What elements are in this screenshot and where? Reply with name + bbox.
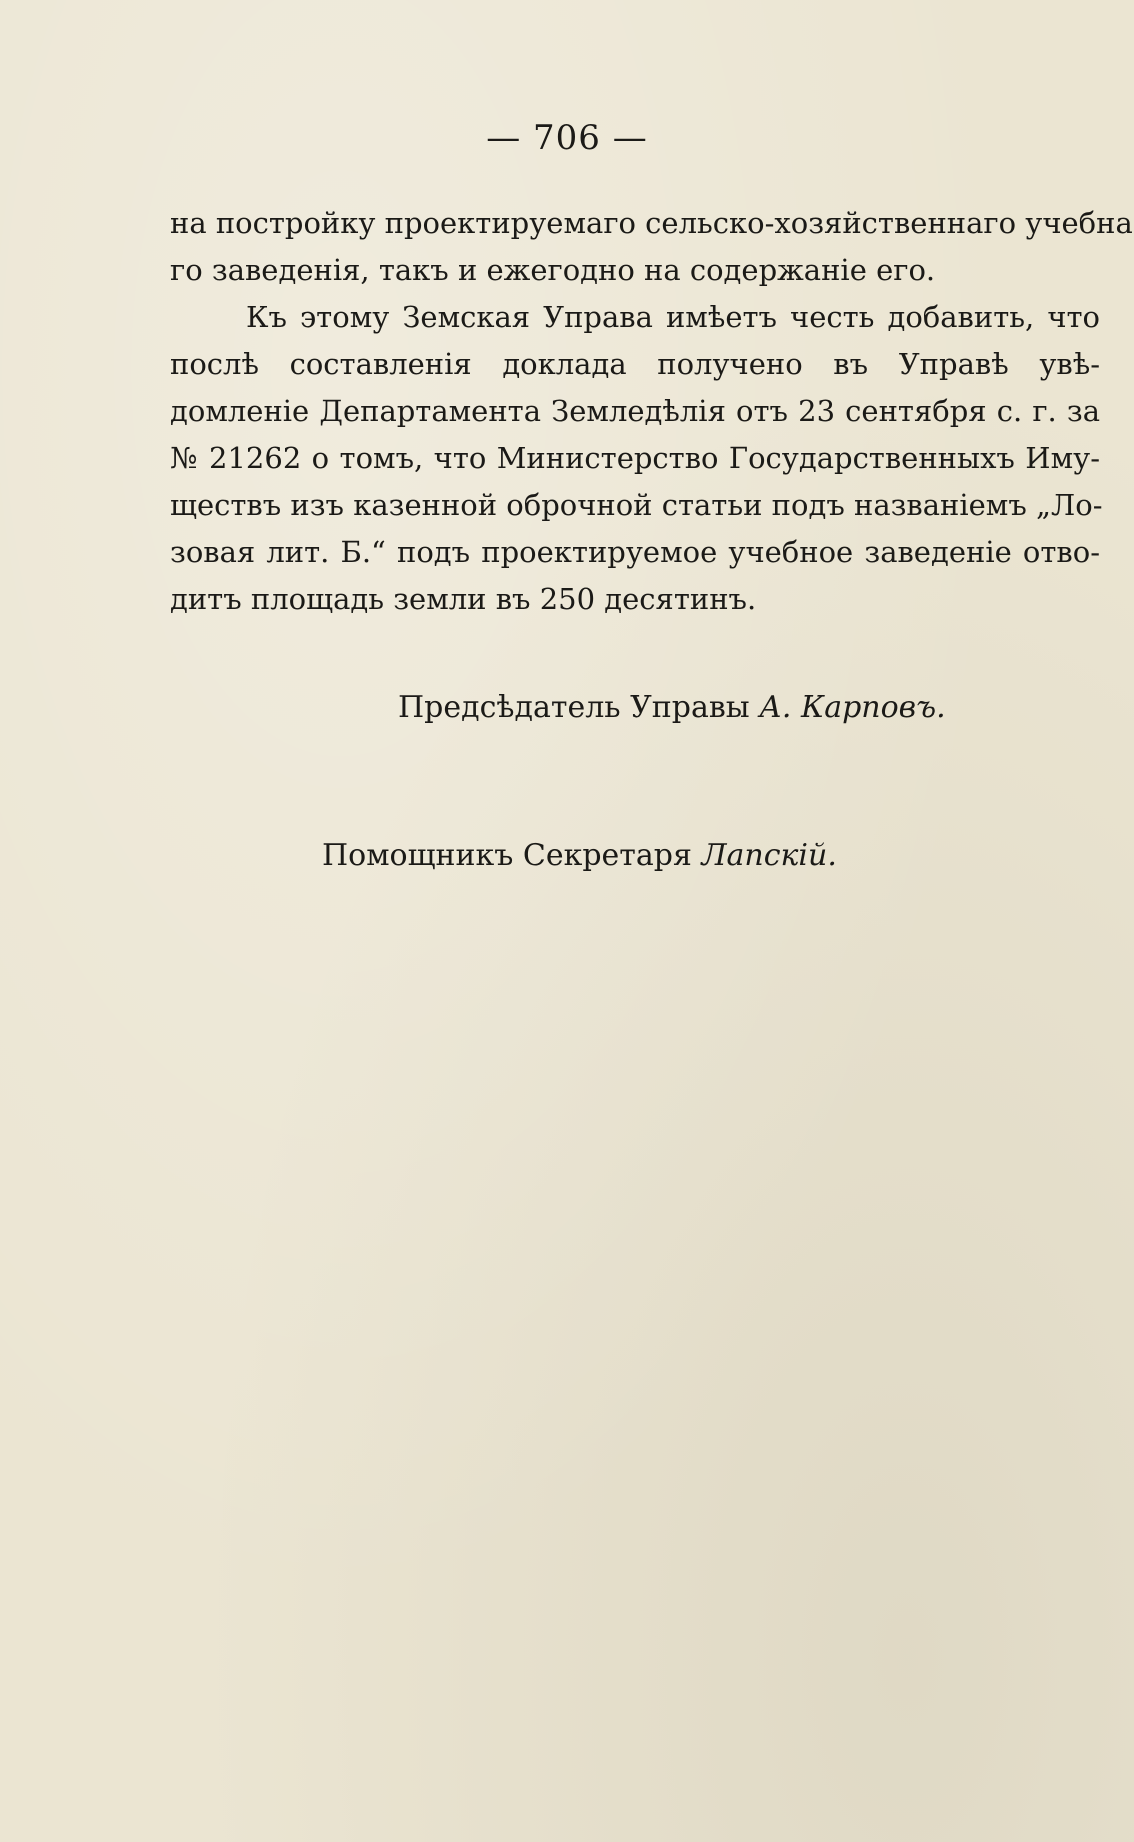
text-line: № 21262 о томъ, что Министерство Государственныхъ Иму- [170,441,1100,475]
assistant-signature [322,838,837,873]
text-line: домленіе Департамента Земледѣлія отъ 23 сентября с. г. за [170,394,1100,428]
chairman-title: Предсѣдатель Управы [398,690,750,725]
body-text [170,200,1133,623]
assistant-name: Лапскій. [701,838,837,873]
text-line: зовая лит. Б.“ подъ проектируемое учебное заведеніе отво- [170,535,1100,569]
chairman-signature [398,690,946,725]
text-line: ществъ изъ казенной оброчной статьи подъ названіемъ „Ло- [170,488,1103,522]
chairman-name: А. Карповъ. [759,690,946,725]
text-line: Къ этому Земская Управа имѣетъ честь добавить, что [246,300,1100,334]
assistant-title: Помощникъ Секретаря [322,838,692,873]
text-line: послѣ составленія доклада получено въ Управѣ увѣ- [170,347,1100,381]
text-line: го заведенія, такъ и ежегодно на содержаніе его. [170,253,936,287]
text-line: на постройку проектируемаго сельско-хозяйственнаго учебна [170,206,1133,240]
text-line: дитъ площадь земли въ 250 десятинъ. [170,582,757,616]
page-number: — 706 — [486,118,648,158]
